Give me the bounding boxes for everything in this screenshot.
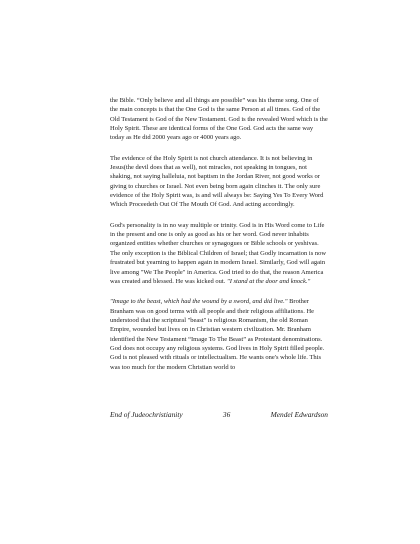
page-body	[110, 96, 328, 383]
paragraph-4-text: Brother Branham was on good terms with all people and their religious affiliations. He understood that the scriptural "beast" is religious Romanism, the old Roman Empire, wounded but lives on in Christian western civilization. Mr. Branham identified the New Testament “Image To The Beast” as Protestant denominations. God does not occupy any religious systems. God lives in Holy Spirit filled people. God is not pleased with rituals or intellectualism. He wants one's whole life. This was too much for the modern Christian world to	[110, 298, 325, 371]
page-footer	[110, 410, 328, 419]
footer-book-title: End of Judeochristianity	[110, 410, 183, 419]
paragraph-4-quote: "Image to the beast, which had the wound by a sword, and did live."	[110, 298, 288, 306]
paragraph-4	[110, 297, 328, 372]
paragraph-1: the Bible. “Only believe and all things are possible” was his theme song. One of the main concepts is that the One God is the same Person at all times. God of the Old Testament is God of the New Testament. God is the revealed Word which is the Holy Spirit. These are identical forms of the One God. God acts the same way today as He did 2000 years ago or 4000 years ago.	[110, 97, 328, 142]
paragraph-2: The evidence of the Holy Spirit is not church attendance. It is not believing in Jesus(the devil does that as well), not miracles, not speaking in tongues, not shaking, not saying halleluia, not baptism in the Jordan River, not good works or giving to churches or Israel. Not even being born again clinches it. The only sure evidence of the Holy Spirit was, is and will always be: Saying Yes To Every Word Which Proceedeth Out Of The Mouth Of God. And acting accordingly.	[110, 154, 324, 209]
paragraph-3-text: God's personality is in no way multiple or trinity. God is in His Word come to Life in the present and one is only as good as his or her word. God never inhabits organized entities whether churches or synagogues or Bible schools or yeshivas. The only exception is the Biblical Children of Israel; that Godly incarnation is now frustrated but yearning to happen again in modern Israel. Similarly, God will again live among "We The People" in America. God tried to do that, the reason America was created and blessed. He was kicked out.	[110, 221, 327, 285]
paragraph-3	[110, 221, 328, 286]
footer-author: Mendel Edwardson	[270, 410, 328, 419]
paragraph-3-quote: "I stand at the door and knock."	[226, 277, 311, 285]
footer-page-number: 36	[222, 410, 231, 419]
